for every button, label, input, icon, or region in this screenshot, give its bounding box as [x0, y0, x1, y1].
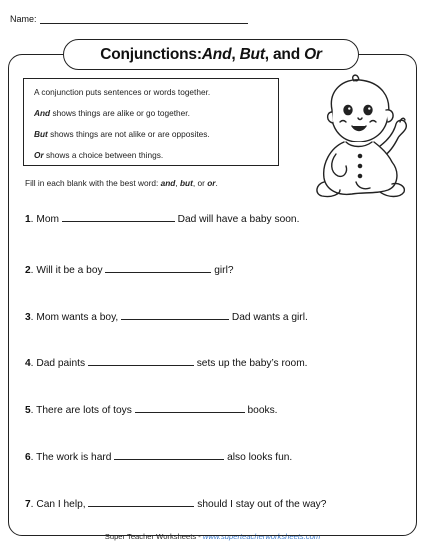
footer: Super Teacher Worksheets - www.superteacherworksheets.com — [104, 532, 321, 541]
answer-blank[interactable] — [121, 309, 229, 320]
question-item: 3. Mom wants a boy, Dad wants a girl. — [25, 309, 308, 323]
definition-line: A conjunction puts sentences or words together. — [34, 87, 211, 97]
name-field[interactable] — [40, 14, 248, 24]
name-label: Name: — [10, 14, 37, 24]
question-item: 4. Dad paints sets up the baby’s room. — [25, 355, 308, 369]
question-item: 5. There are lots of toys books. — [25, 402, 278, 416]
answer-blank[interactable] — [135, 402, 245, 413]
footer-link[interactable]: www.superteacherworksheets.com — [202, 532, 321, 541]
instructions: Fill in each blank with the best word: and, but, or or. — [25, 178, 218, 188]
question-item: 6. The work is hard also looks fun. — [25, 449, 292, 463]
question-item: 1. Mom Dad will have a baby soon. — [25, 211, 299, 225]
title-or: Or — [304, 45, 322, 63]
baby-illustration-icon — [300, 72, 412, 200]
page-title: Conjunctions: And , But , and Or — [63, 39, 359, 70]
answer-blank[interactable] — [105, 262, 211, 273]
definition-line: Or shows a choice between things. — [34, 150, 164, 160]
definition-line: And shows things are alike or go together. — [34, 108, 190, 118]
title-and: And — [201, 45, 232, 63]
name-row — [10, 14, 248, 24]
definition-box — [23, 78, 279, 166]
answer-blank[interactable] — [114, 449, 224, 460]
answer-blank[interactable] — [62, 211, 175, 222]
answer-blank[interactable] — [88, 355, 194, 366]
answer-blank[interactable] — [88, 496, 194, 507]
question-item: 2. Will it be a boy girl? — [25, 262, 234, 276]
question-item: 7. Can I help, should I stay out of the way? — [25, 496, 326, 510]
definition-line: But shows things are not alike or are opposites. — [34, 129, 210, 139]
title-but: But — [239, 45, 265, 63]
